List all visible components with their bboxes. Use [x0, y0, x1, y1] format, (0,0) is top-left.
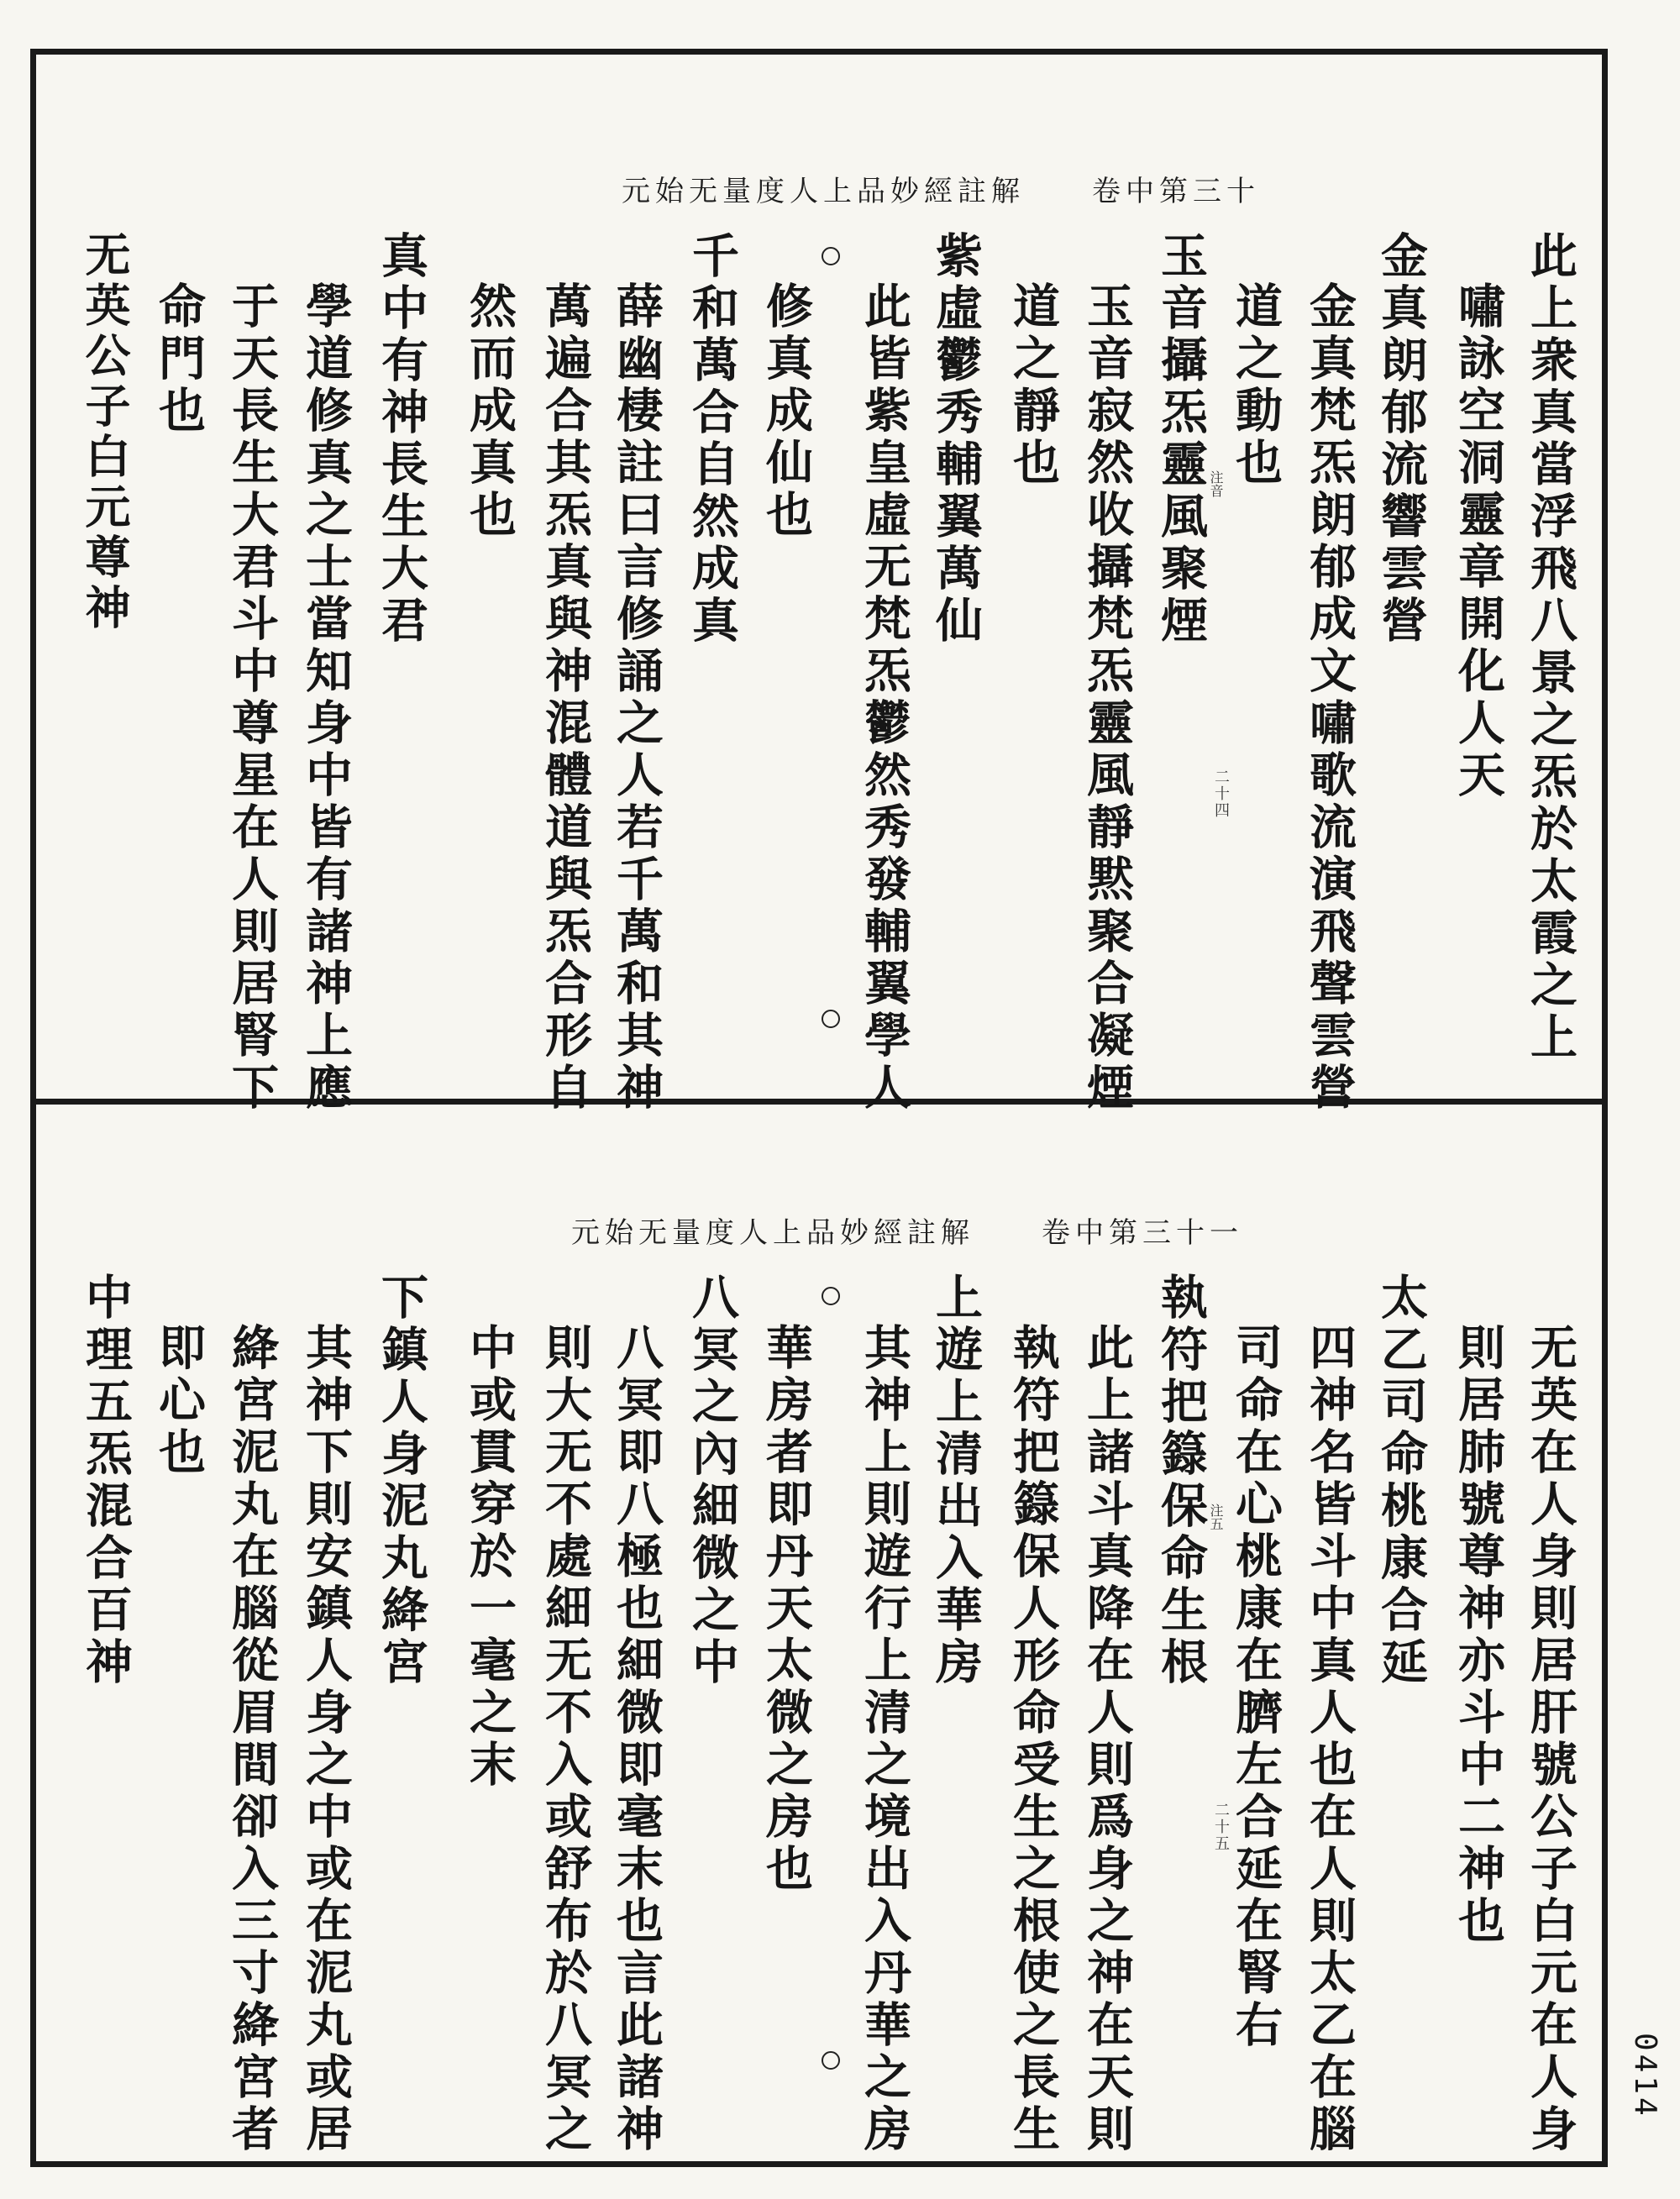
upper-column-2: 嘯詠空洞靈章開化人天	[1451, 281, 1506, 802]
upper-column-9: 紫虛鬱秀輔翼萬仙	[928, 231, 984, 648]
lower-column-12: 八冥之內細微之中	[685, 1273, 740, 1689]
lower-column-20: 中理五炁混合百神	[78, 1273, 134, 1689]
lower-column-7: 此上諸斗真降在人則爲身之神在天則	[1079, 1323, 1135, 2156]
upper-column-6: 玉音攝炁靈風聚煙	[1153, 231, 1209, 648]
lower-column-3: 太乙司命桃康合延	[1373, 1273, 1429, 1689]
lower-margin-note: 注五	[1208, 1504, 1224, 1530]
upper-column-13: 薛幽棲註曰言修誦之人若千萬和其神	[609, 281, 664, 1115]
lower-circle-mark-2	[822, 2051, 840, 2070]
lower-header: 元始无量度人上品妙經註解 卷中第三十一	[571, 1216, 1243, 1250]
upper-column-3: 金真朗郁流響雲營	[1373, 231, 1429, 648]
lower-column-17: 其神下則安鎮人身之中或在泥丸或居	[298, 1323, 354, 2156]
upper-column-10: 此皆紫皇虛无梵炁鬱然秀發輔翼學人	[857, 281, 912, 1115]
lower-column-6: 執符把籙保命生根	[1153, 1273, 1209, 1689]
upper-column-5: 道之動也	[1228, 281, 1284, 490]
upper-column-18: 于天長生大君斗中尊星在人則居腎下	[224, 281, 280, 1115]
lower-column-8: 執符把籙保人形命受生之根使之長生	[1005, 1323, 1061, 2156]
upper-column-11: 修真成仙也	[759, 281, 814, 542]
lower-column-15: 中或貫穿於一毫之末	[462, 1323, 517, 1792]
lower-column-4: 四神名皆斗中真人也在人則太乙在腦	[1302, 1323, 1357, 2156]
side-archive-number: 0414	[1628, 2033, 1662, 2119]
upper-column-20: 无英公子白元尊神	[78, 231, 132, 634]
lower-column-11: 華房者即丹天太微之房也	[759, 1323, 814, 1896]
lower-column-19: 即心也	[151, 1323, 207, 1479]
lower-column-16: 下鎮人身泥丸絳宮	[374, 1273, 429, 1689]
upper-column-17: 學道修真之士當知身中皆有諸神上應	[298, 281, 354, 1115]
lower-column-5: 司命在心桃康在臍左合延在腎右	[1228, 1323, 1284, 2052]
lower-column-18: 絳宮泥丸在腦從眉間卻入三寸絳宮者	[224, 1323, 280, 2156]
lower-column-9: 上遊上清出入華房	[928, 1273, 984, 1689]
upper-header: 元始无量度人上品妙經註解 卷中第三十	[622, 175, 1260, 208]
lower-column-10: 其神上則遊行上清之境出入丹華之房	[857, 1323, 912, 2156]
lower-column-13: 八冥即八極也細微即毫末也言此諸神	[609, 1323, 664, 2156]
lower-column-2: 則居肺號尊神亦斗中二神也	[1451, 1323, 1506, 1948]
lower-column-14: 則大无不處細无不入或舒布於八冥之	[538, 1323, 593, 2156]
upper-margin-note: 注音	[1208, 470, 1224, 497]
upper-column-15: 然而成真也	[462, 281, 517, 542]
upper-circle-mark-2	[822, 1010, 840, 1028]
upper-column-8: 道之靜也	[1005, 281, 1061, 490]
lower-circle-mark-1	[822, 1287, 840, 1305]
lower-column-1: 无英在人身則居肝號公子白元在人身	[1523, 1323, 1578, 2156]
upper-column-16: 真中有神長生大君	[374, 231, 429, 648]
upper-column-1: 此上衆真當浮飛八景之炁於太霞之上	[1523, 231, 1578, 1064]
upper-column-4: 金真梵炁朗郁成文嘯歌流演飛聲雲營	[1302, 281, 1357, 1115]
upper-column-19: 命門也	[151, 281, 207, 438]
upper-page-number: 二十四	[1212, 769, 1230, 819]
lower-page-number: 二十五	[1212, 1802, 1230, 1852]
upper-circle-mark-1	[822, 247, 840, 265]
upper-column-7: 玉音寂然收攝梵炁靈風靜黙聚合凝煙	[1079, 281, 1135, 1115]
upper-column-12: 千和萬合自然成真	[685, 231, 740, 648]
upper-column-14: 萬遍合其炁真與神混體道與炁合形自	[538, 281, 593, 1115]
